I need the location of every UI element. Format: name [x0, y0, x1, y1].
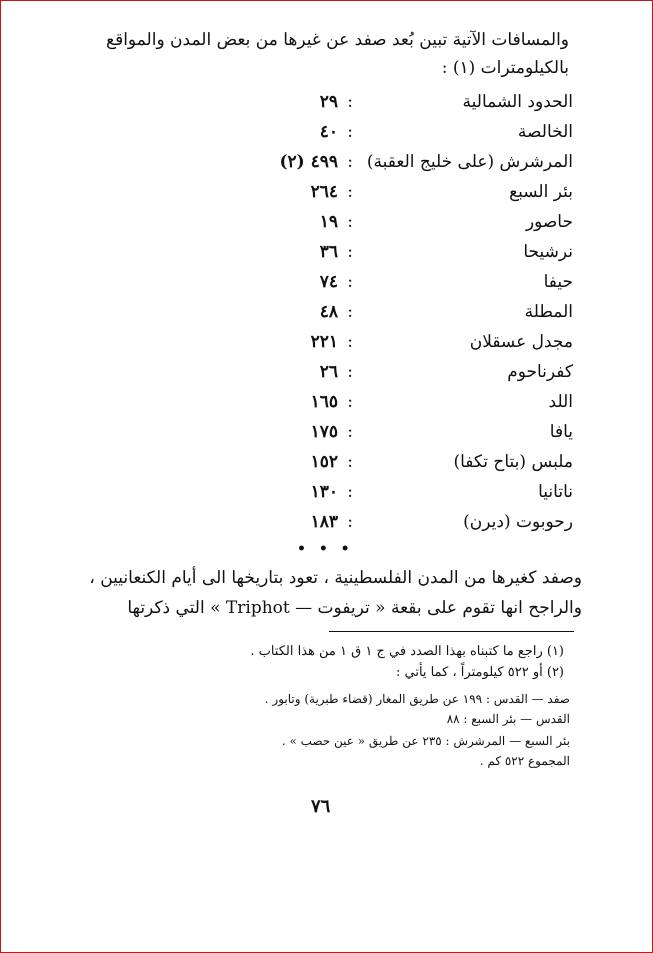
distance-value: ٤٩٩ (٢): [279, 152, 338, 172]
separator: :: [347, 452, 353, 472]
distance-row: [301, 509, 573, 535]
place-name: اللد: [548, 392, 573, 412]
distance-value: ١٣٠: [310, 482, 338, 502]
separator: :: [347, 302, 353, 322]
distance-value: ١٦٥: [310, 392, 338, 412]
paragraph-line-2: والراجح انها تقوم على بقعة « تريفوت — Triphot » التي ذكرتها: [127, 598, 582, 618]
distance-value: ٣٦: [319, 242, 338, 262]
distance-row: [301, 359, 573, 385]
section-separator-dots: • • •: [297, 541, 354, 557]
distance-value: ٤٠: [319, 122, 338, 142]
separator: :: [347, 512, 353, 532]
footnote-2: (٢) أو ٥٢٢ كيلومتراً ، كما يأتي :: [396, 665, 564, 680]
footnote-2-line: القدس — بئر السبع : ٨٨: [446, 712, 570, 726]
separator: :: [347, 182, 353, 202]
distance-row: [301, 239, 573, 265]
place-name: الحدود الشمالية: [462, 92, 573, 112]
distance-value: ١٨٣: [310, 512, 338, 532]
place-name: ناتانيا: [538, 482, 573, 502]
distance-value: ٧٤: [319, 272, 338, 292]
distance-row: [301, 119, 573, 145]
distance-value: ٢٩: [319, 92, 338, 112]
place-name: حاصور: [525, 212, 573, 232]
place-name: المطلة: [524, 302, 573, 322]
distance-row: [301, 329, 573, 355]
place-name: المرشرش (على خليج العقبة): [366, 152, 573, 172]
place-name: الخالصة: [517, 122, 573, 142]
distance-value: ٢٦: [319, 362, 338, 382]
place-name: حيفا: [543, 272, 573, 292]
distance-value: ٤٨: [319, 302, 338, 322]
place-name: يافا: [549, 422, 573, 442]
separator: :: [347, 422, 353, 442]
intro-line-1: والمسافات الآتية تبين بُعد صفد عن غيرها من بعض المدن والمواقع: [106, 30, 569, 50]
separator: :: [347, 152, 353, 172]
distance-value: ١٧٥: [310, 422, 338, 442]
distance-row: [301, 89, 573, 115]
distance-value: ٢٢١: [310, 332, 338, 352]
place-name: ملبس (بتاح تكفا): [453, 452, 573, 472]
intro-line-2: بالكيلومترات (١) :: [441, 58, 569, 78]
separator: :: [347, 212, 353, 232]
distance-value: ١٥٢: [310, 452, 338, 472]
separator: :: [347, 122, 353, 142]
separator: :: [347, 482, 353, 502]
distance-row: [301, 479, 573, 505]
place-name: نرشيحا: [523, 242, 573, 262]
footnote-2-line: بئر السبع — المرشرش : ٢٣٥ عن طريق « عين حصب » .: [281, 734, 570, 748]
footnote-2-total: المجموع ٥٢٢ كم .: [479, 754, 570, 768]
paragraph-line-1: وصفد كغيرها من المدن الفلسطينية ، تعود بتاريخها الى أيام الكنعانيين ،: [89, 568, 582, 588]
footnote-2-line: صفد — القدس : ١٩٩ عن طريق المغار (قضاء طبرية) وتابور .: [264, 692, 570, 706]
distance-value: ٢٦٤: [310, 182, 338, 202]
place-name: بئر السبع: [509, 182, 573, 202]
footnote-divider: [329, 631, 574, 632]
distance-row: [301, 269, 573, 295]
distance-row: [301, 209, 573, 235]
separator: :: [347, 362, 353, 382]
separator: :: [347, 242, 353, 262]
footnote-1: (١) راجع ما كتبناه بهذا الصدد في ج ١ ق ١ من هذا الكتاب .: [250, 644, 564, 659]
separator: :: [347, 392, 353, 412]
separator: :: [347, 332, 353, 352]
distance-row: [301, 449, 573, 475]
place-name: رحوبوت (ديرن): [463, 512, 573, 532]
separator: :: [347, 272, 353, 292]
distance-row: [301, 299, 573, 325]
place-name: مجدل عسقلان: [469, 332, 573, 352]
separator: :: [347, 92, 353, 112]
place-name: كفرناحوم: [507, 362, 573, 382]
distance-row: [301, 419, 573, 445]
distance-value: ١٩: [319, 212, 338, 232]
page-number: ٧٦: [311, 796, 331, 817]
distance-row: [301, 389, 573, 415]
distance-row: [279, 149, 573, 175]
distance-row: [301, 179, 573, 205]
